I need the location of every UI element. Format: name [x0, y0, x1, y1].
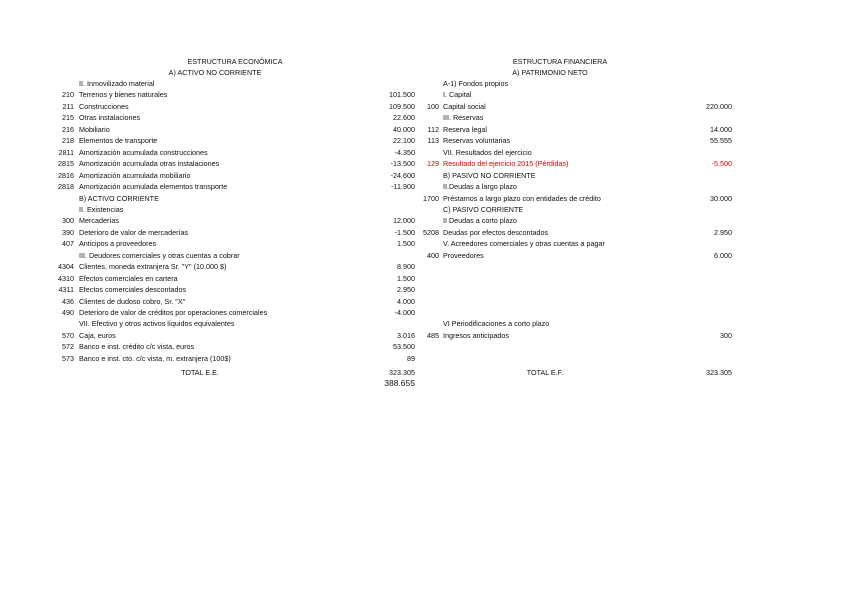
fin-title: ESTRUCTURA FINANCIERA	[512, 57, 608, 66]
fin-account-label: I. Capital	[443, 90, 472, 100]
econ-account-value: 8.900	[397, 262, 415, 272]
econ-account-code: 4311	[58, 285, 74, 295]
econ-account-code: 573	[62, 353, 74, 363]
econ-account-label: Anticipos a proveedores	[79, 239, 157, 249]
econ-subtitle: A) ACTIVO NO CORRIENTE	[168, 68, 262, 77]
econ-account-value: 1.500	[397, 273, 415, 283]
fin-row	[0, 124, 848, 135]
fin-subtitle: A) PATRIMONIO NETO	[512, 68, 588, 77]
econ-account-code: 4310	[58, 273, 74, 283]
fin-row	[0, 112, 848, 123]
fin-account-label: C) PASIVO CORRIENTE	[443, 204, 524, 214]
fin-account-label: VII. Resultados del ejercicio	[443, 147, 532, 157]
fin-account-label: Préstamos a largo plazo con entidades de crédito	[443, 193, 601, 203]
fin-account-value: 30.000	[710, 193, 732, 203]
econ-account-code: 407	[62, 239, 74, 249]
fin-account-label: Capital social	[443, 101, 486, 111]
econ-account-value: 53.500	[393, 342, 415, 352]
econ-account-code: 2815	[58, 159, 74, 169]
econ-account-code: 4304	[58, 262, 74, 272]
fin-account-label: Reservas voluntarias	[443, 136, 511, 146]
fin-account-value: 300	[720, 330, 732, 340]
econ-account-label: Mobiliario	[79, 124, 110, 134]
fin-total-value: 323.305	[706, 368, 732, 377]
fin-row	[0, 227, 848, 238]
fin-row	[0, 238, 848, 249]
econ-account-label: Efectos comerciales en cartera	[79, 273, 178, 283]
fin-row	[0, 170, 848, 181]
econ-total-label: TOTAL E.E.	[181, 368, 219, 377]
econ-account-value: 22.600	[393, 113, 415, 123]
econ-account-value: -11.900	[391, 182, 415, 192]
fin-account-code: 113	[427, 136, 439, 146]
fin-account-code: 100	[427, 101, 439, 111]
econ-account-value: 109.500	[389, 101, 415, 111]
econ-account-value: -4.350	[394, 147, 415, 157]
econ-account-label: Deterioro de valor de créditos por operaciones comerciales	[79, 308, 268, 317]
econ-total-value: 323.305	[389, 368, 415, 377]
econ-extra-total-value: 388.655	[384, 378, 415, 388]
econ-account-code: 390	[62, 227, 74, 237]
fin-account-value: 6.000	[714, 250, 732, 260]
econ-account-code: 210	[62, 90, 74, 100]
econ-account-code: 436	[62, 296, 74, 306]
econ-account-value: 89	[407, 353, 415, 363]
econ-account-code: 300	[62, 216, 74, 226]
econ-account-label: Banco e inst. crédito c/c vista, euros	[79, 342, 195, 352]
econ-account-label: VII. Efectivo y otros activos líquidos equivalentes	[79, 319, 235, 329]
econ-account-code: 572	[62, 342, 74, 352]
econ-account-value: -4.000	[394, 308, 415, 317]
econ-account-label: Elementos de transporte	[79, 136, 158, 146]
econ-account-label: Otras instalaciones	[79, 113, 141, 123]
econ-account-label: Terrenos y bienes naturales	[79, 90, 168, 100]
econ-account-label: Efectos comerciales descontados	[79, 285, 187, 295]
econ-account-code: 215	[62, 113, 74, 123]
econ-account-label: Amortización acumulada otras instalaciones	[79, 159, 220, 169]
fin-account-label: II Deudas a corto plazo	[443, 216, 517, 226]
fin-account-code: 1700	[423, 193, 439, 203]
fin-account-label: V. Acreedores comerciales y otras cuentas a pagar	[443, 239, 605, 249]
fin-account-label: II.Deudas a largo plazo	[443, 182, 517, 192]
fin-account-code: 5208	[423, 227, 439, 237]
econ-account-code: 490	[62, 308, 74, 317]
fin-account-value: 14.000	[710, 124, 732, 134]
econ-account-value: 3.016	[397, 330, 415, 340]
fin-account-value: 2.950	[714, 227, 732, 237]
econ-account-label: Amortización acumulada construcciones	[79, 147, 208, 157]
econ-title: ESTRUCTURA ECONÓMICA	[187, 57, 283, 66]
econ-account-value: -1.500	[394, 227, 415, 237]
econ-extra-total-row	[0, 377, 848, 390]
econ-account-value: 40.000	[393, 124, 415, 134]
fin-account-label: Resultado del ejercicio 2015 (Pérdidas)	[443, 159, 569, 169]
econ-row	[0, 341, 848, 352]
fin-row	[0, 250, 848, 261]
fin-row	[0, 273, 848, 284]
fin-row	[0, 204, 848, 215]
fin-row	[0, 147, 848, 158]
fin-row	[0, 78, 848, 89]
econ-account-code: 211	[62, 101, 74, 111]
fin-account-label: Deudas por efectos descontados	[443, 227, 549, 237]
fin-account-label: A-1) Fondos propios	[443, 79, 509, 88]
econ-account-code: 570	[62, 330, 74, 340]
econ-account-value: 101.500	[389, 90, 415, 100]
econ-account-value: -24.600	[390, 170, 415, 180]
fin-account-label: Ingresos anticipados	[443, 330, 509, 340]
fin-row	[0, 135, 848, 146]
fin-row	[0, 215, 848, 226]
econ-account-code: 216	[62, 124, 74, 134]
fin-account-value: 55.555	[710, 136, 732, 146]
fin-account-label: III. Reservas	[443, 113, 484, 123]
fin-row	[0, 318, 848, 329]
fin-account-code: 400	[427, 250, 439, 260]
econ-account-value: 1.500	[397, 239, 415, 249]
fin-row	[0, 89, 848, 100]
fin-row	[0, 181, 848, 192]
econ-account-label: Construcciones	[79, 101, 129, 111]
fin-row	[0, 193, 848, 204]
fin-total-label: TOTAL E.F.	[526, 368, 564, 377]
econ-account-value: 12.000	[393, 216, 415, 226]
fin-account-label: Reserva legal	[443, 124, 487, 134]
fin-row	[0, 307, 848, 318]
econ-account-label: II. Existencias	[79, 204, 124, 214]
econ-account-code: 2816	[58, 170, 74, 180]
econ-account-label: Clientes, moneda extranjera Sr. "Y" (10.000 $)	[79, 262, 227, 272]
econ-account-value: 4.000	[397, 296, 415, 306]
econ-account-value: 2.950	[397, 285, 415, 295]
econ-account-label: III. Deudores comerciales y otras cuentas a cobrar	[79, 250, 240, 260]
fin-account-label: B) PASIVO NO CORRIENTE	[443, 170, 536, 180]
fin-account-value: 220.000	[706, 101, 732, 111]
fin-account-code: 485	[427, 330, 439, 340]
fin-account-code: 112	[427, 124, 439, 134]
fin-row	[0, 296, 848, 307]
econ-account-code: 218	[62, 136, 74, 146]
econ-account-label: Clientes de dudoso cobro, Sr. "X"	[79, 296, 186, 306]
fin-row	[0, 330, 848, 341]
econ-account-label: Deterioro de valor de mercaderías	[79, 227, 189, 237]
fin-account-label: Proveedores	[443, 250, 484, 260]
fin-row	[0, 261, 848, 272]
econ-account-label: II. Inmovilizado material	[79, 79, 155, 88]
econ-account-code: 2811	[58, 147, 74, 157]
econ-account-label: Mercaderías	[79, 216, 119, 226]
econ-row	[0, 353, 848, 364]
econ-account-label: Banco e inst. cto. c/c vista, m. extranjera (100$)	[79, 353, 231, 363]
econ-account-label: Amortización acumulada mobiliario	[79, 170, 191, 180]
fin-row	[0, 158, 848, 169]
econ-account-value: 22.100	[393, 136, 415, 146]
econ-account-label: Amortización acumulada elementos transporte	[79, 182, 228, 192]
fin-row	[0, 101, 848, 112]
fin-row	[0, 284, 848, 295]
econ-account-value: -13.500	[390, 159, 415, 169]
econ-account-label: Caja, euros	[79, 330, 116, 340]
fin-account-code: 129	[427, 159, 439, 169]
econ-account-label: B) ACTIVO CORRIENTE	[79, 193, 159, 203]
econ-account-code: 2818	[58, 182, 74, 192]
fin-account-label: VI Periodificaciones a corto plazo	[443, 319, 550, 329]
fin-account-value: -5.500	[711, 159, 732, 169]
